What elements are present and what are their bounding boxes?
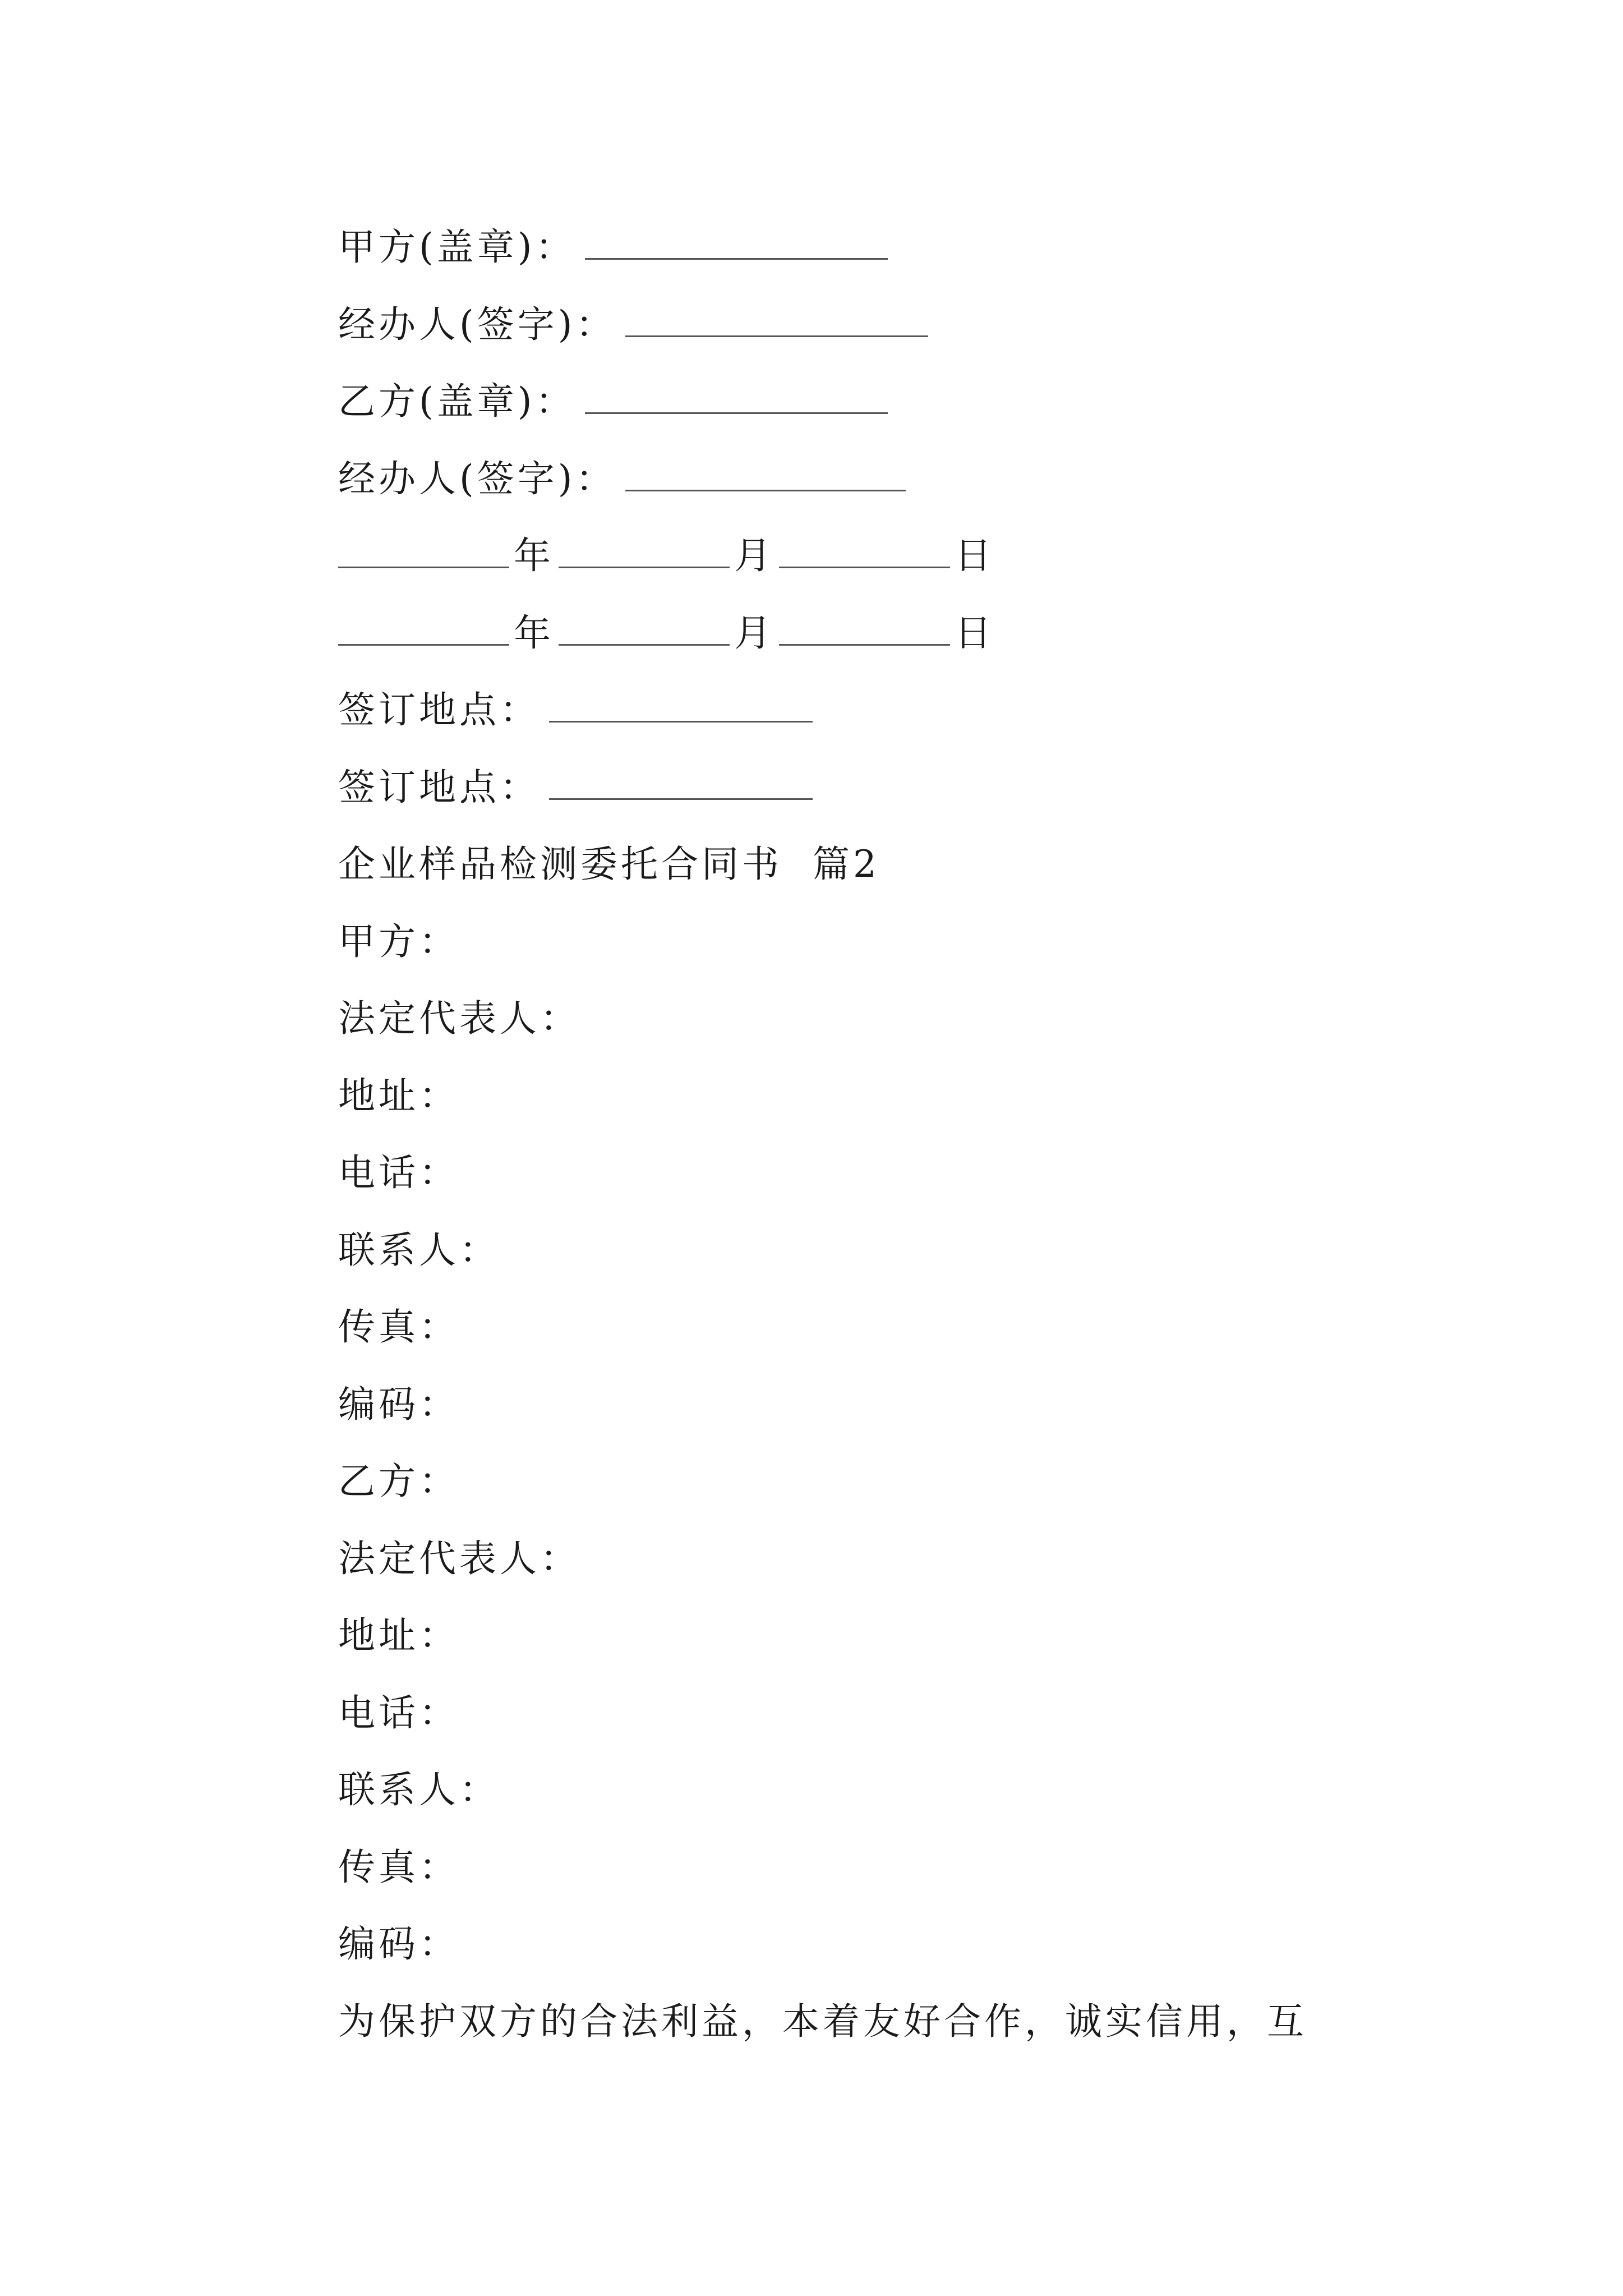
signing-place-blank[interactable]	[549, 759, 813, 800]
month-blank[interactable]	[559, 605, 730, 646]
signing-place-label: 签订地点：	[338, 765, 540, 809]
day-unit: 日	[955, 611, 995, 655]
party-a-seal-blank[interactable]	[585, 219, 888, 260]
day-blank[interactable]	[779, 527, 950, 568]
party-b-seal-label: 乙方(盖章)：	[338, 380, 576, 423]
day-unit: 日	[955, 534, 995, 577]
intro-paragraph: 为保护双方的合法利益，本着友好合作，诚实信用，互	[338, 1999, 1307, 2043]
party-a-seal-label: 甲方(盖章)：	[338, 226, 576, 269]
day-blank[interactable]	[779, 605, 950, 646]
year-blank[interactable]	[338, 527, 509, 568]
party-b-label: 乙方：	[338, 1460, 459, 1503]
year-unit: 年	[514, 611, 554, 655]
party-a-seal-line	[338, 209, 1460, 286]
party-a-code: 编码：	[338, 1382, 459, 1426]
date-line-2	[338, 595, 1460, 672]
party-a-agent-line	[338, 286, 1460, 364]
party-b-seal-line	[338, 363, 1460, 440]
party-b-agent-line	[338, 440, 1460, 518]
party-b-legal-rep: 法定代表人：	[338, 1536, 580, 1580]
year-unit: 年	[514, 534, 554, 577]
party-a-agent-label: 经办人(签字)：	[338, 302, 616, 346]
party-b-fax: 传真：	[338, 1845, 459, 1889]
party-b-agent-blank[interactable]	[625, 450, 906, 491]
month-unit: 月	[734, 611, 774, 655]
party-a-contact: 联系人：	[338, 1228, 500, 1272]
party-a-legal-rep: 法定代表人：	[338, 997, 580, 1040]
date-line-1	[338, 517, 1460, 595]
party-a-agent-blank[interactable]	[625, 296, 928, 337]
party-b-contact: 联系人：	[338, 1768, 500, 1811]
party-b-phone: 电话：	[338, 1691, 459, 1734]
party-b-address: 地址：	[338, 1614, 459, 1657]
section-title: 企业样品检测委托合同书 篇2	[338, 843, 880, 886]
document-body	[338, 209, 1460, 2060]
signing-place-line-2	[338, 749, 1460, 826]
party-b-seal-blank[interactable]	[585, 373, 888, 414]
month-unit: 月	[734, 534, 774, 577]
party-a-phone: 电话：	[338, 1151, 459, 1194]
party-a-fax: 传真：	[338, 1305, 459, 1349]
party-b-code: 编码：	[338, 1922, 459, 1966]
signing-place-line-1	[338, 671, 1460, 749]
party-a-address: 地址：	[338, 1074, 459, 1117]
year-blank[interactable]	[338, 605, 509, 646]
signing-place-blank[interactable]	[549, 682, 813, 723]
party-b-agent-label: 经办人(签字)：	[338, 457, 616, 500]
party-a-label: 甲方：	[338, 919, 459, 963]
month-blank[interactable]	[559, 527, 730, 568]
signing-place-label: 签订地点：	[338, 688, 540, 731]
